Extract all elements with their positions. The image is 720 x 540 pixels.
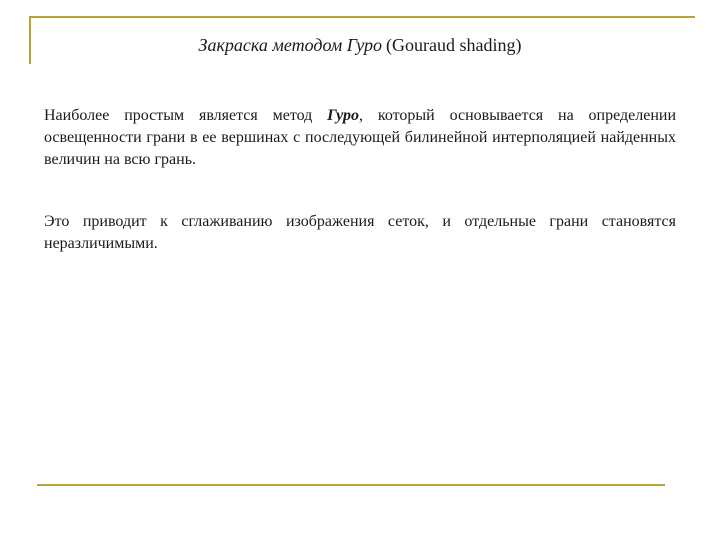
paragraph-1-text-end: , который основывается на определении освещенности грани в ее вершинах с последующей билинейной интерполяцией найденных величин на всю грань.: [44, 107, 676, 168]
paragraph-1-text-start: Наиболее простым является метод: [44, 107, 328, 124]
bottom-divider-line: [37, 484, 665, 486]
paragraph-1-emphasis: Гуро: [327, 107, 360, 124]
paragraph-method-description: [44, 105, 676, 171]
top-divider-line: [29, 16, 695, 18]
slide-title-russian: Закраска методом Гуро: [198, 35, 382, 55]
paragraph-result-description: Это приводит к сглаживанию изображения сеток, и отдельные грани становятся неразличимыми.: [44, 213, 676, 252]
slide-title-english: (Gouraud shading): [385, 35, 522, 55]
slide-title: [0, 33, 720, 57]
